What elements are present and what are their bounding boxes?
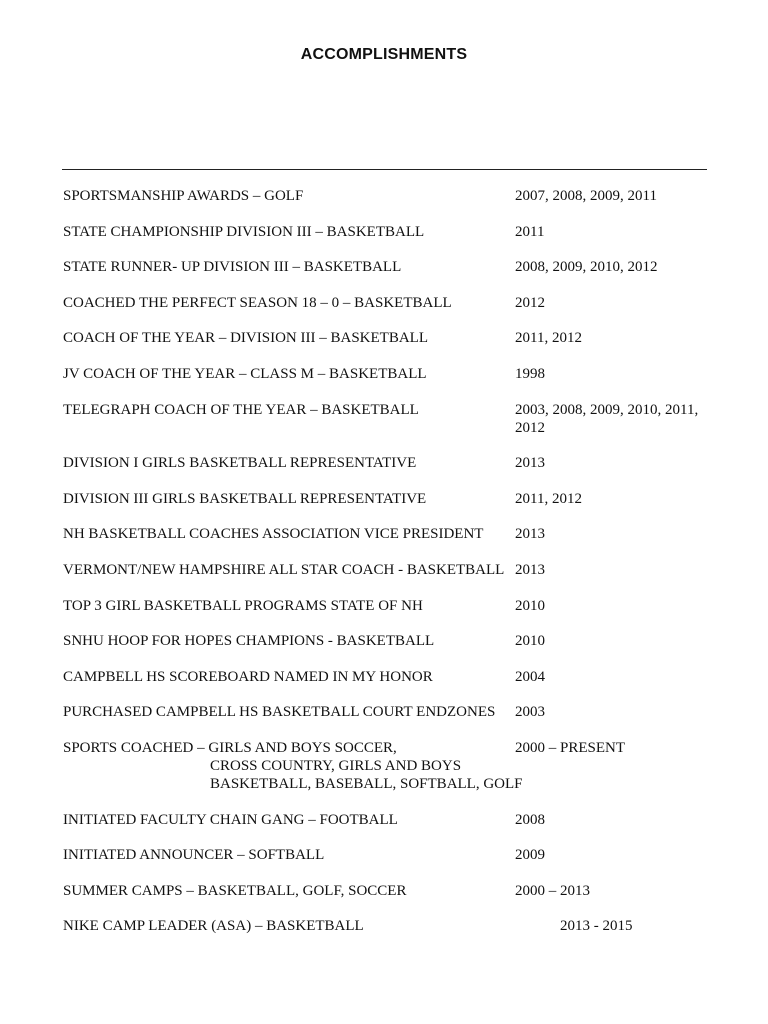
- accomplishment-row: [63, 490, 723, 508]
- accomplishment-label: DIVISION III GIRLS BASKETBALL REPRESENTATIVE: [63, 490, 427, 507]
- accomplishment-years: 2003: [515, 704, 545, 721]
- accomplishment-label: NH BASKETBALL COACHES ASSOCIATION VICE PRESIDENT: [63, 526, 484, 543]
- accomplishment-row: [63, 329, 723, 347]
- accomplishment-years: 2012: [515, 294, 545, 311]
- accomplishment-label-continued: CROSS COUNTRY, GIRLS AND BOYS: [210, 757, 462, 774]
- accomplishment-row: [63, 917, 723, 935]
- spacer-line: [63, 419, 515, 437]
- accomplishment-years: 2011, 2012: [515, 490, 582, 507]
- accomplishment-years: 1998: [515, 365, 545, 382]
- accomplishment-years: 2013: [515, 455, 545, 472]
- accomplishment-label: STATE CHAMPIONSHIP DIVISION III – BASKETBALL: [63, 223, 425, 240]
- accomplishment-years: 2013 - 2015: [560, 918, 633, 935]
- accomplishment-label: SNHU HOOP FOR HOPES CHAMPIONS - BASKETBALL: [63, 633, 435, 650]
- accomplishment-years: 2003, 2008, 2009, 2010, 2011, 2012: [515, 401, 699, 436]
- accomplishment-label: VERMONT/NEW HAMPSHIRE ALL STAR COACH - BASKETBALL: [63, 561, 505, 578]
- accomplishment-row: [63, 703, 723, 721]
- accomplishment-label: INITIATED FACULTY CHAIN GANG – FOOTBALL: [63, 811, 398, 828]
- accomplishment-row: [63, 561, 723, 579]
- accomplishment-label: JV COACH OF THE YEAR – CLASS M – BASKETBALL: [63, 365, 427, 382]
- accomplishment-row: [63, 525, 723, 543]
- accomplishment-years: 2013: [515, 526, 545, 543]
- accomplishment-label: PURCHASED CAMPBELL HS BASKETBALL COURT ENDZONES: [63, 704, 496, 721]
- accomplishment-label: COACH OF THE YEAR – DIVISION III – BASKETBALL: [63, 330, 428, 347]
- accomplishment-row: [63, 294, 723, 312]
- accomplishment-label: DIVISION I GIRLS BASKETBALL REPRESENTATIVE: [63, 455, 417, 472]
- accomplishment-label: SPORTS COACHED – GIRLS AND BOYS SOCCER,: [63, 739, 397, 756]
- accomplishment-years: 2000 – 2013: [515, 882, 590, 899]
- accomplishment-row: [63, 454, 723, 472]
- accomplishment-label: SUMMER CAMPS – BASKETBALL, GOLF, SOCCER: [63, 882, 407, 899]
- horizontal-rule: [62, 169, 707, 170]
- accomplishment-label: TELEGRAPH COACH OF THE YEAR – BASKETBALL: [63, 401, 419, 418]
- accomplishment-label: SPORTSMANSHIP AWARDS – GOLF: [63, 188, 304, 204]
- accomplishment-label: CAMPBELL HS SCOREBOARD NAMED IN MY HONOR: [63, 668, 433, 685]
- accomplishment-years: 2008, 2009, 2010, 2012: [515, 259, 658, 276]
- accomplishment-label: INITIATED ANNOUNCER – SOFTBALL: [63, 847, 325, 864]
- accomplishment-years: 2010: [515, 633, 545, 650]
- accomplishment-label: COACHED THE PERFECT SEASON 18 – 0 – BASKETBALL: [63, 294, 452, 311]
- accomplishment-years: 2000 – PRESENT: [515, 739, 626, 756]
- accomplishment-years: 2010: [515, 597, 545, 614]
- accomplishment-years: 2011, 2012: [515, 330, 582, 347]
- page-title: ACCOMPLISHMENTS: [300, 46, 468, 63]
- accomplishments-list: [63, 187, 723, 953]
- accomplishment-row: [63, 365, 723, 383]
- accomplishment-years: 2011: [515, 223, 545, 240]
- accomplishment-label-continued: BASKETBALL, BASEBALL, SOFTBALL, GOLF: [210, 775, 523, 792]
- accomplishment-row: [63, 401, 723, 437]
- accomplishment-row: [63, 846, 723, 864]
- accomplishment-label: NIKE CAMP LEADER (ASA) – BASKETBALL: [63, 918, 364, 935]
- accomplishment-row: [63, 739, 723, 793]
- accomplishment-row: [63, 668, 723, 686]
- accomplishment-label: TOP 3 GIRL BASKETBALL PROGRAMS STATE OF NH: [63, 597, 423, 614]
- accomplishment-row: [63, 882, 723, 900]
- accomplishment-row: [63, 597, 723, 615]
- accomplishment-row: [63, 223, 723, 241]
- accomplishment-row: [63, 632, 723, 650]
- accomplishment-years: 2008: [515, 811, 545, 828]
- accomplishment-label: STATE RUNNER- UP DIVISION III – BASKETBALL: [63, 259, 402, 276]
- accomplishment-row: [63, 187, 723, 205]
- accomplishment-years: 2009: [515, 847, 545, 864]
- accomplishment-years: 2004: [515, 668, 545, 685]
- accomplishment-years: 2007, 2008, 2009, 2011: [515, 188, 657, 204]
- accomplishment-years: 2013: [515, 561, 545, 578]
- accomplishment-row: [63, 258, 723, 276]
- accomplishment-row: [63, 811, 723, 829]
